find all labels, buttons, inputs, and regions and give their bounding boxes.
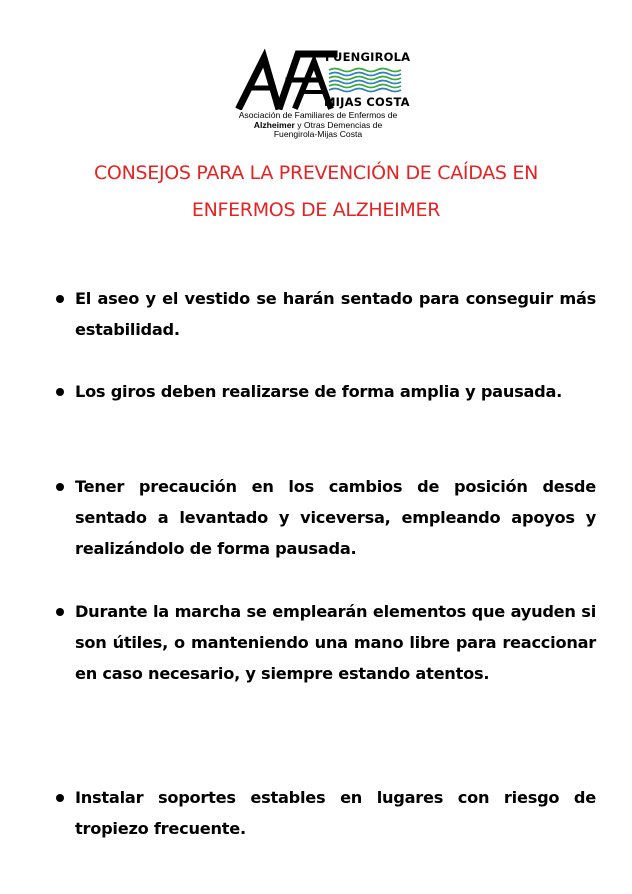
association-line-3: Fuengirola-Mijas Costa — [273, 129, 363, 140]
list-item — [56, 376, 596, 407]
association-logo — [228, 40, 411, 142]
bullet-icon — [56, 794, 64, 802]
list-item — [56, 596, 596, 689]
logo-word-mijas-costa: MIJAS COSTA — [324, 95, 410, 109]
page-title-line-2: ENFERMOS DE ALZHEIMER — [191, 199, 441, 221]
list-item-text: Tener precaución en los cambios de posición desde sentado a levantado y viceversa, empleando apoyos y realizándolo de forma pausada. — [75, 477, 596, 558]
bullet-icon — [56, 483, 64, 491]
list-item-text: Durante la marcha se emplearán elementos que ayuden si son útiles, o manteniendo una mano libre para reaccionar en caso necesario, y siempre estando atentos. — [75, 602, 596, 683]
logo-word-fuengirola: FUENGIROLA — [325, 50, 411, 64]
list-item — [56, 782, 596, 844]
page-title-line-1: CONSEJOS PARA LA PREVENCIÓN DE CAÍDAS EN — [93, 162, 539, 184]
list-item-text: Los giros deben realizarse de forma amplia y pausada. — [75, 382, 563, 401]
list-item — [56, 471, 596, 564]
bullet-icon — [56, 388, 64, 396]
list-item-text: El aseo y el vestido se harán sentado para conseguir más estabilidad. — [75, 289, 596, 339]
list-item-text: Instalar soportes estables en lugares con riesgo de tropiezo frecuente. — [75, 788, 596, 838]
bullet-icon — [56, 295, 64, 303]
association-name — [228, 111, 408, 140]
association-line-2-bold: Alzheimer — [253, 119, 295, 130]
association-line-2-rest: y Otras Demencias de — [294, 119, 383, 130]
bullet-icon — [56, 608, 64, 616]
page-title — [0, 155, 632, 229]
association-line-1: Asociación de Familiares de Enfermos de — [238, 110, 398, 120]
list-item — [56, 283, 596, 345]
